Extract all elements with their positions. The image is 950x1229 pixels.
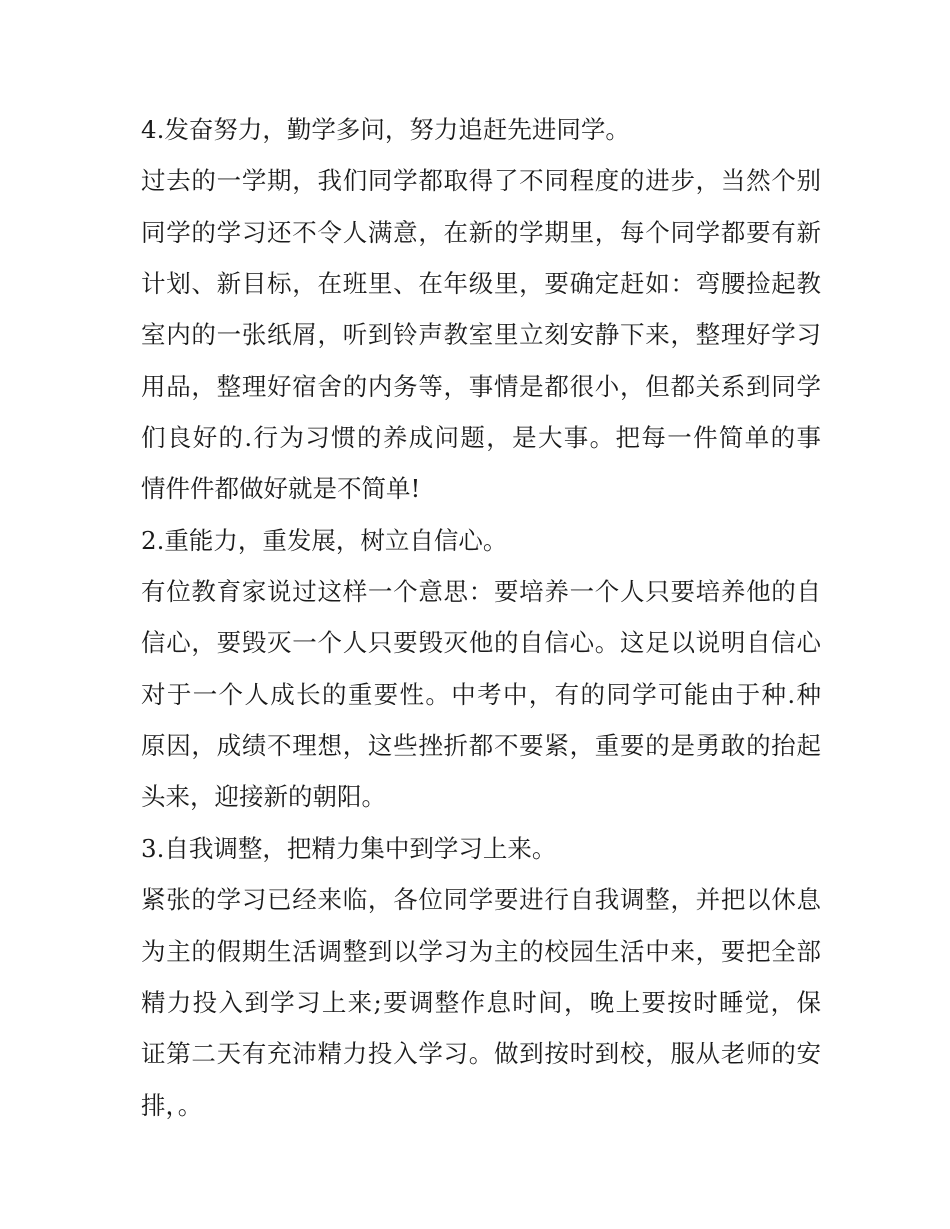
paragraph-line: 同学的学习还不令人满意，在新的学期里，每个同学都要有新: [141, 217, 821, 247]
paragraph-line: 头来，迎接新的朝阳。: [141, 782, 386, 812]
section-heading-2: 2.重能力，重发展，树立自信心。: [141, 525, 508, 555]
paragraph-line: 室内的一张纸屑，听到铃声教室里立刻安静下来，整理好学习: [141, 320, 821, 350]
paragraph-line: 紧张的学习已经来临，各位同学要进行自我调整，并把以休息: [141, 885, 821, 915]
paragraph-line: 对于一个人成长的重要性。中考中，有的同学可能由于种.种: [141, 679, 821, 709]
paragraph-line: 证第二天有充沛精力投入学习。做到按时到校，服从老师的安: [141, 1039, 821, 1069]
document-body: [141, 104, 821, 1131]
paragraph-line: 排，。: [141, 1090, 203, 1120]
section-heading-4: 4.发奋努力，勤学多问，努力追赶先进同学。: [141, 115, 630, 144]
paragraph-line: 们良好的.行为习惯的养成问题，是大事。把每一件简单的事: [141, 423, 821, 453]
section-heading-3: 3.自我调整，把精力集中到学习上来。: [141, 833, 557, 863]
paragraph-line: 计划、新目标，在班里、在年级里，要确定赶如：弯腰捡起教: [141, 269, 821, 299]
paragraph-line: 情件件都做好就是不简单!: [141, 474, 421, 504]
paragraph-line: 过去的一学期，我们同学都取得了不同程度的进步，当然个别: [141, 166, 821, 196]
paragraph-line: 原因，成绩不理想，这些挫折都不要紧，重要的是勇敢的抬起: [141, 731, 821, 761]
paragraph-line: 信心，要毁灭一个人只要毁灭他的自信心。这足以说明自信心: [141, 628, 821, 658]
paragraph-line: 为主的假期生活调整到以学习为主的校园生活中来，要把全部: [141, 936, 821, 966]
paragraph-line: 用品，整理好宿舍的内务等，事情是都很小，但都关系到同学: [141, 371, 821, 401]
paragraph-line: 有位教育家说过这样一个意思：要培养一个人只要培养他的自: [141, 577, 821, 607]
paragraph-line: 精力投入到学习上来;要调整作息时间，晚上要按时睡觉，保: [141, 987, 821, 1017]
